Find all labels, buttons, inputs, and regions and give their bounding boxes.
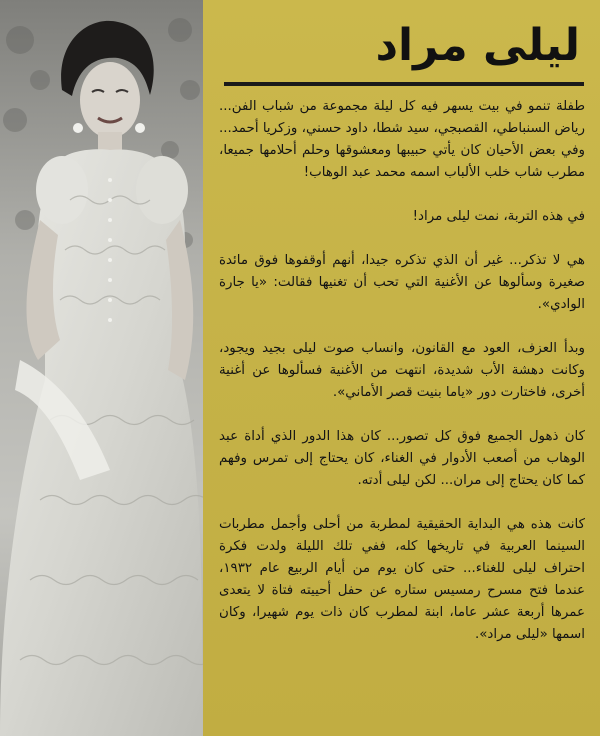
paragraph: وبدأ العزف، العود مع القانون، وانساب صوت ليلى بجيد ويجود، وكانت دهشة الأب شديدة، انتهت من الأغنية فسألوها عن أغنية أخرى، فاختارت دور «ياما بنيت قصر الأماني». <box>219 341 585 400</box>
paragraph: هي لا تذكر... غير أن الذي تذكره جيدا، أنهم أوقفوها فوق مائدة صغيرة وسألوها عن الأغنية التي تحب أن تغنيها فقالت: «يا جارة الوادي». <box>219 253 585 312</box>
paragraph: طفلة تنمو في بيت يسهر فيه كل ليلة مجموعة من شباب الفن... رياض السنباطي، القصبجي، سيد شطا، داود حسني، وزكريا أحمد... وفي بعض الأحيان كان يأتي حبيبها ومعشوقها وحلم أحلامها جميعا، مطرب شاب خلب الألباب اسمه محمد عبد الوهاب! <box>219 99 585 180</box>
paragraph: كانت هذه هي البداية الحقيقية لمطربة من أحلى وأجمل مطربات السينما العربية في تاريخها كله، ففي تلك الليلة ولدت فكرة احتراف ليلى للغناء... حتى كان يوم من أيام الربيع عام ١٩٣٢، عندما فتح مسرح رمسيس ستاره عن حفل أحييته فتاة لا يتعدى عمرها أربعة عشر عاما، ابنة لمطرب كان ذات يوم شهيرا، وكان اسمها «ليلى مراد». <box>219 517 585 642</box>
title-divider <box>224 82 584 86</box>
paragraph: في هذه التربة، نمت ليلى مراد! <box>412 209 585 224</box>
article-panel <box>203 0 600 736</box>
paragraph: كان ذهول الجميع فوق كل تصور... كان هذا الدور الذي أداة عبد الوهاب من أصعب الأدوار في الغناء، كان يحتاج إلى تمرس وفهم كما كان يحتاج إلى مران... لكن ليلى أدته. <box>219 429 585 488</box>
portrait-photo <box>0 0 203 736</box>
article-title: ليلى مراد <box>375 20 580 71</box>
portrait-illustration <box>0 0 203 736</box>
article-body <box>219 96 585 668</box>
